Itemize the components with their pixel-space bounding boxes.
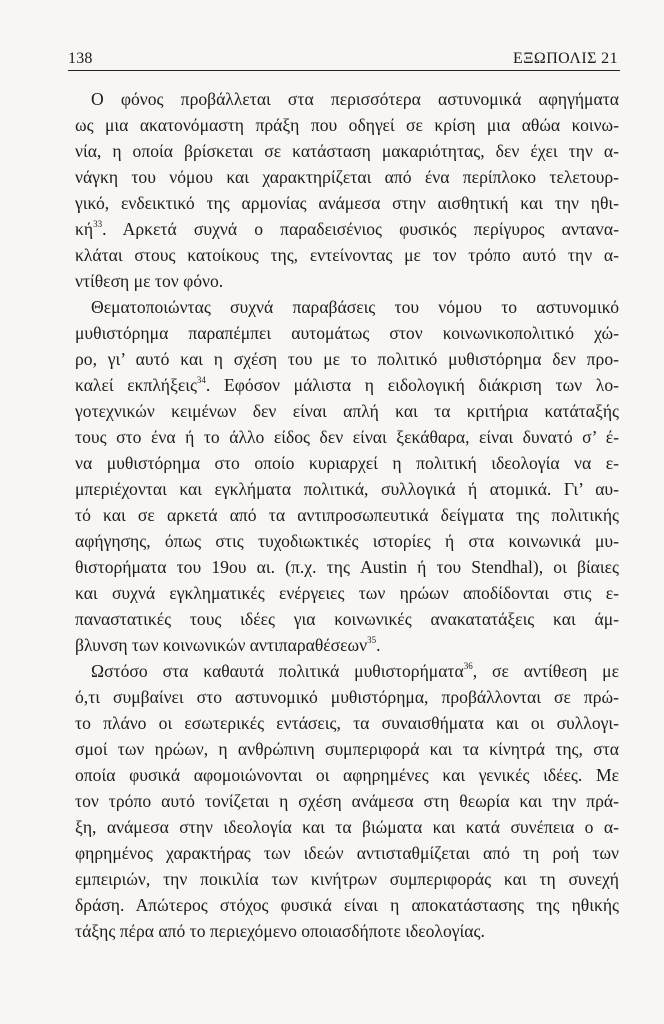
text-line: μπεριέχονται και εγκλήματα πολιτικά, συλλογικά ή ατομικά. Γι’ αυ-	[75, 479, 619, 499]
body-text	[75, 86, 619, 944]
footnote-marker: 36	[463, 661, 473, 671]
text-line: βλυνση των κοινωνικών αντιπαραθέσεων$^{35}$.	[75, 635, 381, 655]
text-line: νία, η οποία βρίσκεται σε κατάσταση μακαριότητας, δεν έχει την α-	[75, 141, 619, 161]
text-line: παναστατικές τους ιδέες για κοινωνικές ανακατατάξεις και άμ-	[75, 609, 619, 629]
text-line: $\kappa ή^{33}$. Αρκετά συχνά ο παραδεισένιος φυσικός περίγυρος ανταvα-	[75, 219, 619, 239]
text-line: Ο φόνος προβάλλεται στα περισσότερα αστυνομικά αφηγήματα	[91, 89, 619, 109]
text-line: μυθιστόρημα παραπέμπει αυτομάτως στον κοινωνικοπολιτικό χώ-	[75, 323, 619, 343]
text-line: αφήγησης, όπως στις τυχοδιωκτικές ιστορίες ή στα κοινωνικά μυ-	[75, 531, 619, 551]
text-line: τάξης πέρα από το περιεχόμενο οποιασδήποτε ιδεολογίας.	[75, 921, 485, 941]
text-line: τον τρόπο αυτό τονίζεται η σχέση ανάμεσα στη θεωρία και την πρά-	[75, 791, 619, 811]
text-line: ως μια ακατονόμαστη πράξη που οδηγεί σε κρίση μια αθώα κοινω-	[75, 115, 619, 135]
text-line: οποία φυσικά αφομοιώνονται οι αφηρημένες και γενικές ιδέες. Με	[75, 765, 619, 785]
text-line: δράση. Απώτερος στόχος φυσικά είναι η αποκατάστασης της ηθικής	[75, 895, 619, 915]
running-head: ΕΞΩΠΟΛΙΣ 21	[513, 50, 618, 67]
paragraph	[75, 294, 619, 658]
text-line: θιστορήματα του 19ου αι. (π.χ. της Austin ή του Stendhal), οι βίαιες	[75, 557, 619, 577]
footnote-marker: 34	[196, 375, 206, 385]
text-line: γικό, ενδεικτικό της αρμονίας ανάμεσα στην αισθητική και την ηθι-	[75, 193, 619, 213]
text-line: καλεί εκπλήξεις$^{34}$. Εφόσον μάλιστα η ειδολογική διάκριση των λο-	[75, 375, 619, 395]
text-line: φηρημένος χαρακτήρας των ιδεών αντισταθμίζεται από τη ροή των	[75, 843, 619, 863]
text-line: και συχνά εγκληματικές ενέργειες των ηρώων αποδίδονται στις ε-	[75, 583, 619, 603]
text-line: Ωστόσο στα καθαυτά πολιτικά μυθιστορήματα$^{36}$, σε αντίθεση με	[91, 661, 620, 681]
text-line: ξη, ανάμεσα στην ιδεολογία και τα βιώματα και κατά συνέπεια ο α-	[75, 817, 619, 837]
text-line: ρο, γι’ αυτό και η σχέση του με το πολιτικό μυθιστόρημα δεν προ-	[75, 349, 619, 369]
paragraph	[75, 658, 619, 944]
text-line: εμπειριών, την ποικιλία των κινήτρων συμπεριφοράς και τη συνεχή	[75, 869, 619, 889]
text-line: ό,τι συμβαίνει στο αστυνομικό μυθιστόρημα, προβάλλονται σε πρώ-	[75, 687, 619, 707]
page-number: 138	[68, 50, 93, 67]
text-line: γοτεχνικών κειμένων δεν είναι απλή και τα κριτήρια κατάταξής	[75, 401, 619, 421]
text-line: νάγκη του νόμου και χαρακτηρίζεται από ένα περίπλοκο τελετουρ-	[75, 167, 619, 187]
paragraph	[75, 86, 619, 294]
text-line: το πλάνο οι εσωτερικές εντάσεις, τα συναισθήματα και οι συλλογι-	[75, 713, 619, 733]
text-line: να μυθιστόρημα στο οποίο κυριαρχεί η πολιτική ιδεολογία να ε-	[75, 453, 619, 473]
text-line: Θεματοποιώντας συχνά παραβάσεις του νόμου το αστυνομικό	[91, 297, 619, 317]
header-rule	[68, 70, 620, 71]
text-line: τους στο ένα ή το άλλο είδος δεν είναι ξεκάθαρα, είναι δυνατό σ’ έ-	[75, 427, 619, 447]
text-line: τό και σε αρκετά από τα αντιπροσωπευτικά δείγματα της πολιτικής	[75, 505, 619, 525]
footnote-marker: 35	[367, 635, 377, 645]
page-header	[68, 48, 620, 72]
text-line: ντίθεση με τον φόνο.	[75, 271, 224, 291]
text-line: κλάται στους κατοίκους της, εντείνοντας με τον τρόπο αυτό την α-	[75, 245, 619, 265]
text-line: σμοί των ηρώων, η ανθρώπινη συμπεριφορά και τα κίνητρά της, στα	[75, 739, 619, 759]
footnote-marker: 33	[93, 219, 103, 229]
